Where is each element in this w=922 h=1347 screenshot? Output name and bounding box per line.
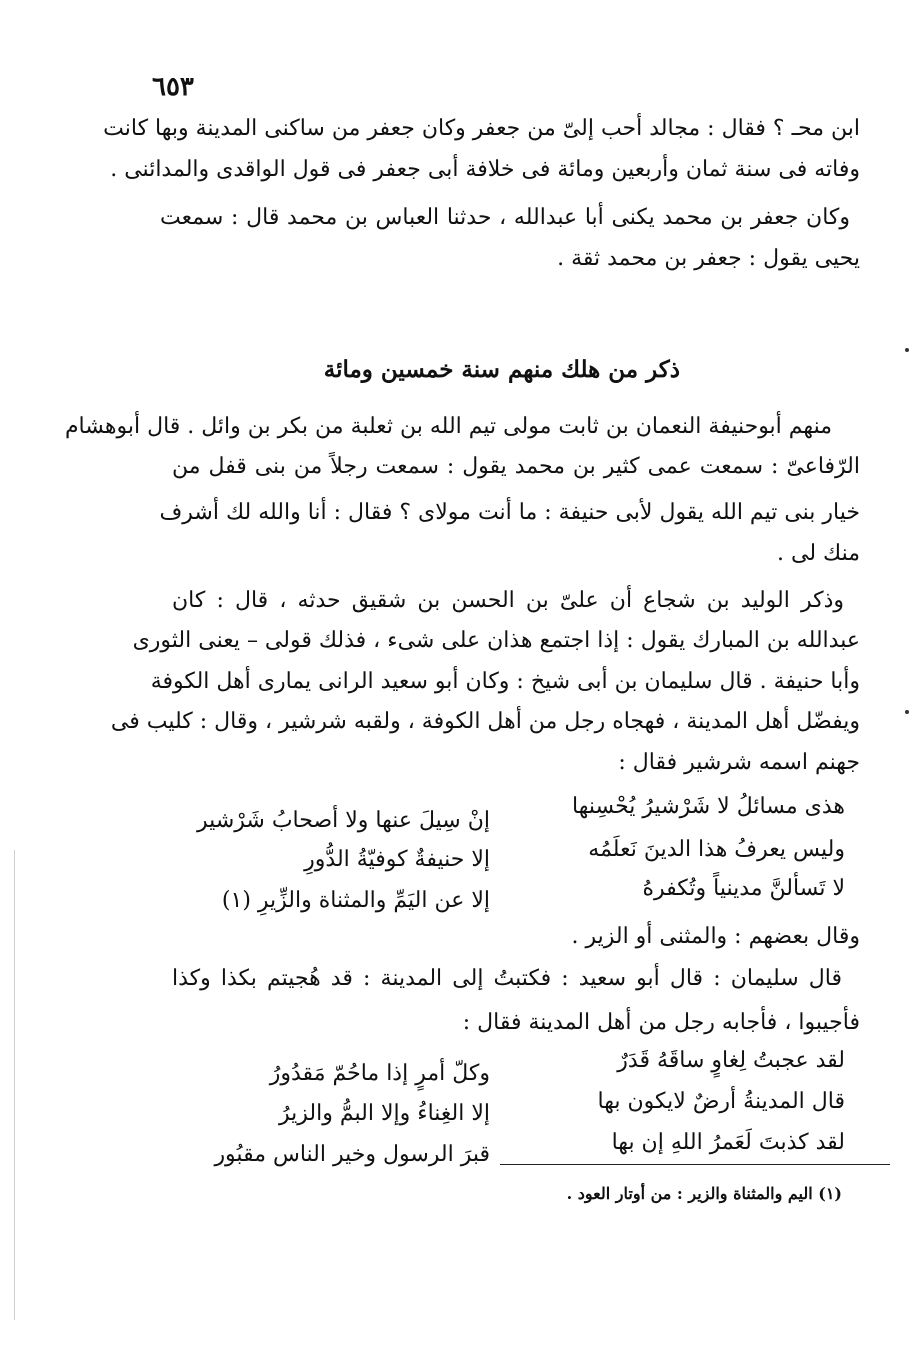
scan-speck <box>905 710 909 714</box>
verse-first-hemistich: قال المدينةُ أرضٌ لايكون بها <box>597 1089 845 1114</box>
section-heading: ذكر من هلك منهم سنة خمسين ومائة <box>323 356 680 383</box>
text-line: عبدالله بن المبارك يقول : إذا اجتمع هذان على شىء ، فذلك قولى – يعنى الثورى <box>132 628 860 653</box>
verse-first-hemistich: هذى مسائلُ لا شَرْشيرُ يُحْسِنها <box>571 794 845 819</box>
text-line: الرّفاعىّ : سمعت عمى كثير بن محمد يقول : سمعت رجلاً من بنى قفل من <box>172 454 860 479</box>
verse-first-hemistich: وليس يعرفُ هذا الدينَ نَعلَمُه <box>588 837 845 862</box>
verse-second-hemistich: إنْ سِيلَ عنها ولا أصحابُ شَرْشير <box>197 808 490 833</box>
verse-second-hemistich: قبرَ الرسول وخير الناس مقبُور <box>214 1142 490 1167</box>
text-line: فأجيبوا ، فأجابه رجل من أهل المدينة فقال : <box>462 1010 860 1035</box>
text-line: خيار بنى تيم الله يقول لأبى حنيفة : ما أنت مولاى ؟ فقال : أنا والله لك أشرف <box>159 500 860 525</box>
text-line: وذكر الوليد بن شجاع أن علىّ بن الحسن بن شقيق حدثه ، قال : كان <box>172 588 844 613</box>
verse-first-hemistich: لقد كذبتَ لَعَمرُ اللهِ إن بها <box>611 1130 845 1155</box>
scan-speck <box>905 348 909 352</box>
footnote: (١) اليم والمثناة والزير : من أوتار العود . <box>566 1184 842 1203</box>
text-line: منك لى . <box>777 541 860 566</box>
text-line: منهم أبوحنيفة النعمان بن ثابت مولى تيم الله بن ثعلبة من بكر بن وائل . قال أبوهشام <box>64 414 832 439</box>
verse-first-hemistich: لقد عجبتُ لِغاوٍ ساقَهُ قَدَرٌ <box>617 1048 845 1073</box>
text-line: وأبا حنيفة . قال سليمان بن أبى شيخ : وكان أبو سعيد الرانى يمارى أهل الكوفة <box>150 669 860 694</box>
text-line: جهنم اسمه شرشير فقال : <box>618 750 860 775</box>
verse-second-hemistich: وكلّ أمرٍ إذا ماحُمّ مَقدُورُ <box>269 1061 490 1086</box>
page-number: ٦٥٣ <box>152 72 194 102</box>
verse-second-hemistich: إلا الغِناءُ وإلا البمُّ والزيرُ <box>279 1101 490 1126</box>
footnote-rule <box>500 1164 890 1165</box>
scan-edge-line <box>14 850 15 1320</box>
verse-second-hemistich: إلا حنيفةٌ كوفيّةُ الدُّورِ <box>304 847 490 872</box>
text-line: وكان جعفر بن محمد يكنى أبا عبدالله ، حدثنا العباس بن محمد قال : سمعت <box>160 205 850 230</box>
text-line: ابن محـ ؟ فقال : مجالد أحب إلىّ من جعفر وكان جعفر من ساكنى المدينة وبها كانت <box>103 116 860 141</box>
text-line: يحيى يقول : جعفر بن محمد ثقة . <box>557 246 860 271</box>
verse-second-hemistich: إلا عن اليَمِّ والمثناة والزِّيرِ (١) <box>221 888 490 913</box>
text-line: وفاته فى سنة ثمان وأربعين ومائة فى خلافة أبى جعفر فى قول الواقدى والمدائنى . <box>110 157 860 182</box>
text-line: وقال بعضهم : والمثنى أو الزير . <box>571 924 860 949</box>
text-line: قال سليمان : قال أبو سعيد : فكتبتُ إلى المدينة : قد هُجيتم بكذا وكذا <box>172 966 842 991</box>
verse-first-hemistich: لا تَسألنَّ مدينياً وتُكفرهُ <box>642 876 845 901</box>
text-line: ويفضّل أهل المدينة ، فهجاه رجل من أهل الكوفة ، ولقبه شرشير ، وقال : كليب فى <box>110 709 860 734</box>
